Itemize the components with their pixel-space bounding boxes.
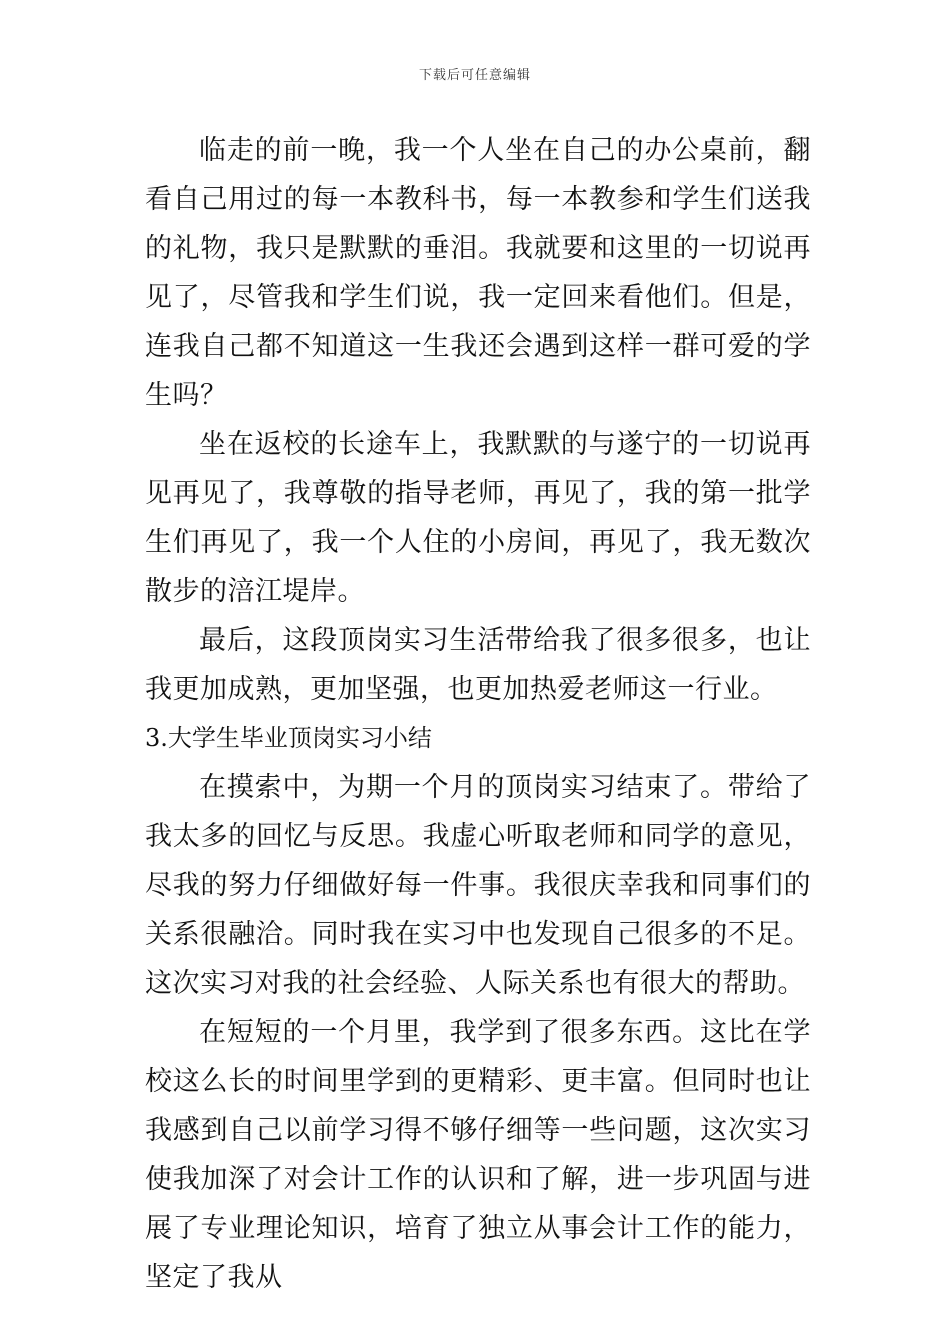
paragraph-summary-intro: 在摸索中，为期一个月的顶岗实习结束了。带给了我太多的回忆与反思。我虚心听取老师和同学的意见，尽我的努力仔细做好每一件事。我很庆幸我和同事们的关系很融洽。同时我在实习中也发现自己很多的不足。这次实习对我的社会经验、人际关系也有很大的帮助。 — [145, 772, 811, 999]
paragraph-summary-learning: 在短短的一个月里，我学到了很多东西。这比在学校这么长的时间里学到的更精彩、更丰富。但同时也让我感到自己以前学习得不够仔细等一些问题，这次实习使我加深了对会计工作的认识和了解，进一步巩固与进展了专业理论知识，培育了独立从事会计工作的能力，坚定了我从 — [145, 1017, 811, 1293]
paragraph-return-trip: 坐在返校的长途车上，我默默的与遂宁的一切说再见再见了，我尊敬的指导老师，再见了，我的第一批学生们再见了，我一个人住的小房间，再见了，我无数次散步的涪江堤岸。 — [145, 429, 811, 607]
section-heading: 3.大学生毕业顶岗实习小结 — [145, 724, 432, 752]
document-body — [145, 126, 811, 1302]
paragraph-conclusion: 最后，这段顶岗实习生活带给我了很多很多，也让我更加成熟，更加坚强，也更加热爱老师这一行业。 — [145, 625, 811, 705]
paragraph-farewell-night: 临走的前一晚，我一个人坐在自己的办公桌前，翻看自己用过的每一本教科书，每一本教参和学生们送我的礼物，我只是默默的垂泪。我就要和这里的一切说再见了，尽管我和学生们说，我一定回来看他们。但是，连我自己都不知道这一生我还会遇到这样一群可爱的学生吗？ — [145, 135, 811, 411]
header-note: 下载后可任意编辑 — [418, 68, 531, 83]
